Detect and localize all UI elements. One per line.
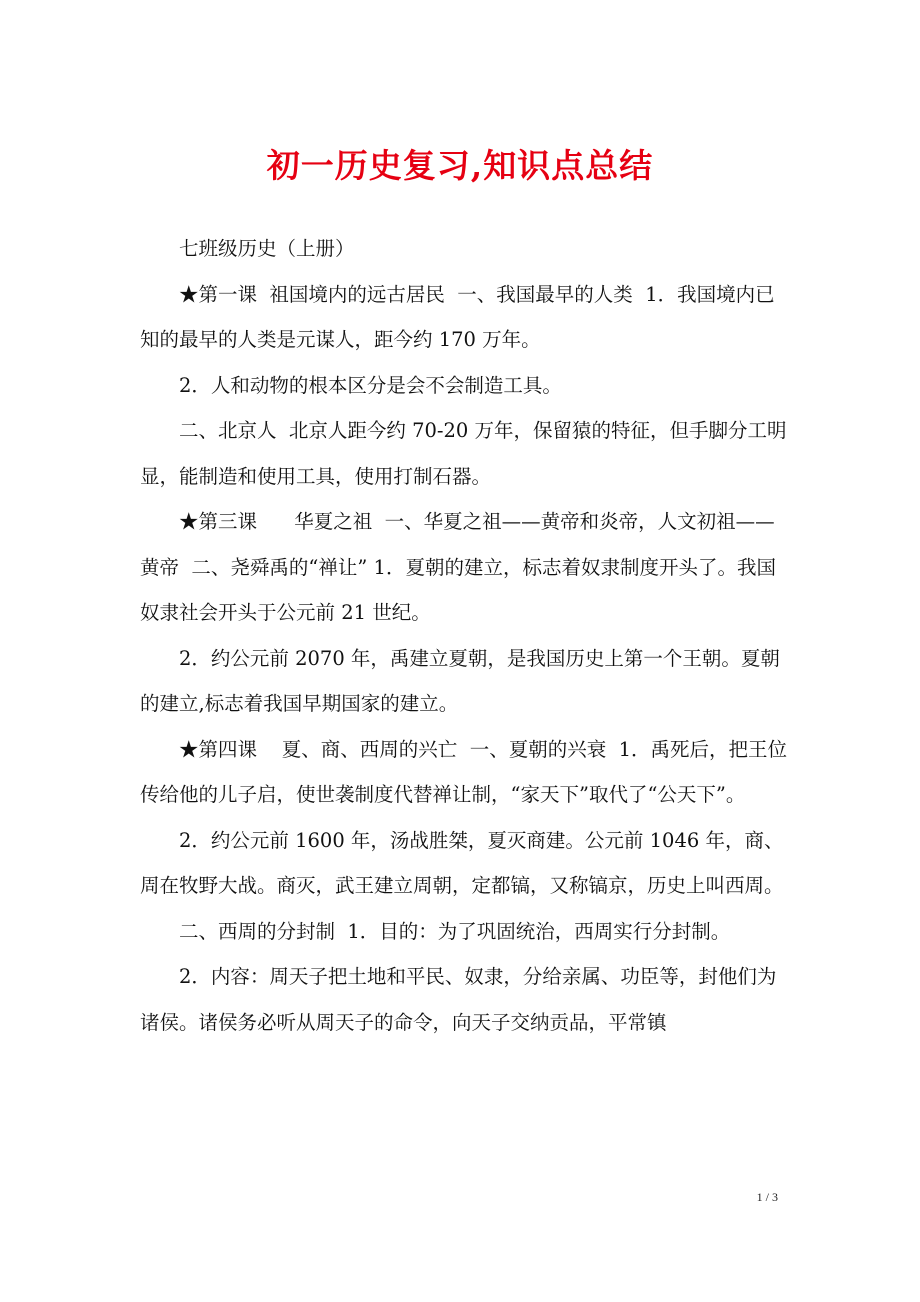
- paragraph: 七班级历史（上册）: [179, 237, 355, 260]
- paragraph: 二、北京人 北京人距今约 70-20 万年，保留猿的特征，但手脚分工明显，能制造和使用工具，使用打制石器。: [140, 419, 787, 488]
- document-body: [140, 226, 790, 1045]
- paragraph: 2．人和动物的根本区分是会不会制造工具。: [179, 373, 562, 397]
- document-title: 初一历史复习,知识点总结: [266, 146, 654, 185]
- paragraph: ★第四课 夏、商、西周的兴亡 一、夏朝的兴衰 1．禹死后，把王位传给他的儿子启，使世袭制度代替禅让制，“家天下”取代了“公天下”。: [140, 737, 787, 806]
- paragraph: ★第一课 祖国境内的远古居民 一、我国最早的人类 1．我国境内已知的最早的人类是元谋人，距今约 170 万年。: [140, 282, 775, 351]
- paragraph: 2．约公元前 2070 年，禹建立夏朝，是我国历史上第一个王朝。夏朝的建立,标志着我国早期国家的建立。: [140, 646, 780, 715]
- paragraph: 2．内容：周天子把土地和平民、奴隶，分给亲属、功臣等，封他们为诸侯。诸侯务必听从周天子的命令，向天子交纳贡品，平常镇: [140, 965, 777, 1034]
- paragraph: ★第三课 华夏之祖 一、华夏之祖——黄帝和炎帝，人文初祖——黄帝 二、尧舜禹的“禅让” 1．夏朝的建立，标志着奴隶制度开头了。我国奴隶社会开头于公元前 21 世纪。: [140, 510, 776, 624]
- page-number: 1 / 3: [756, 1190, 778, 1204]
- paragraph: 2．约公元前 1600 年，汤战胜桀，夏灭商建。公元前 1046 年，商、周在牧野大战。商灭，武王建立周朝，定都镐，又称镐京，历史上叫西周。: [140, 828, 784, 897]
- paragraph: 二、西周的分封制 1．目的：为了巩固统治，西周实行分封制。: [179, 919, 731, 943]
